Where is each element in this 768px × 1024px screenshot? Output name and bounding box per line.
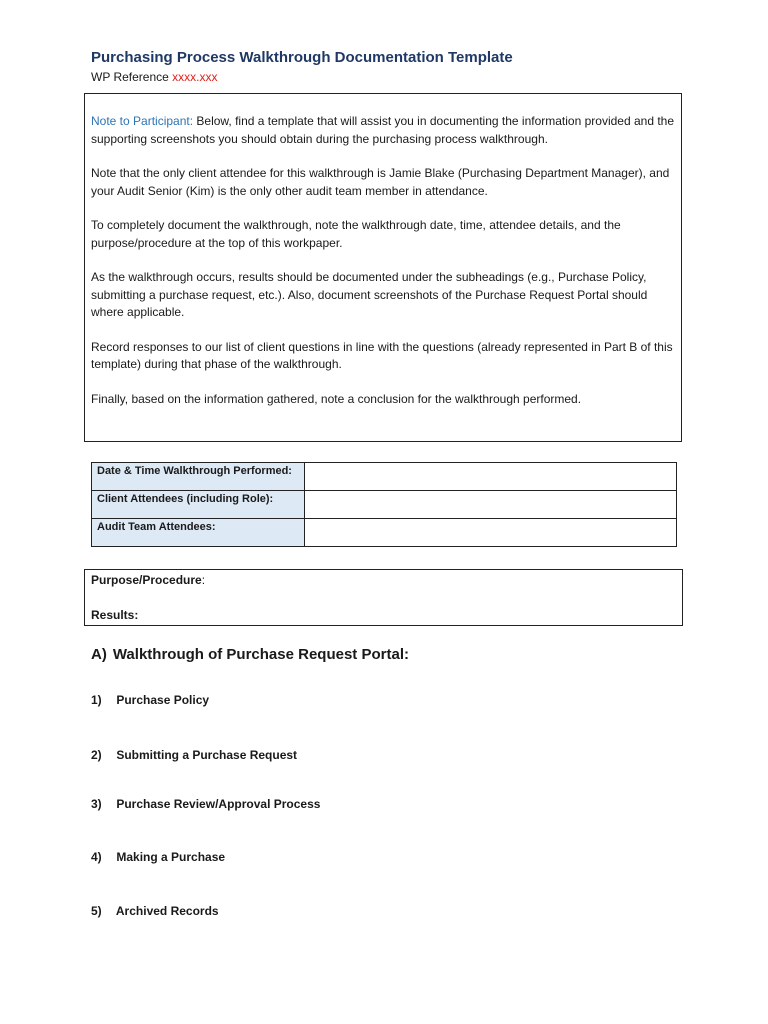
audit-team-attendees-field[interactable] xyxy=(305,519,677,547)
purpose-colon: : xyxy=(201,573,206,587)
list-item-number: 5) xyxy=(91,904,102,918)
list-item-number: 3) xyxy=(91,797,102,811)
note-intro-paragraph xyxy=(91,113,675,148)
wp-reference xyxy=(91,70,218,84)
wp-reference-label: WP Reference xyxy=(91,70,169,84)
list-item-submitting-purchase-request xyxy=(91,748,297,762)
list-item-making-purchase xyxy=(91,850,225,864)
table-row xyxy=(92,463,677,491)
table-row xyxy=(92,491,677,519)
section-a-title: Walkthrough of Purchase Request Portal: xyxy=(112,646,409,663)
section-a-letter: A) xyxy=(91,646,107,663)
client-attendees-label: Client Attendees (including Role): xyxy=(92,491,305,519)
date-time-field[interactable] xyxy=(305,463,677,491)
purpose-results-box[interactable] xyxy=(84,569,683,626)
date-time-label: Date & Time Walkthrough Performed: xyxy=(92,463,305,491)
purpose-label-text: Purpose/Procedure xyxy=(91,573,202,587)
note-paragraph: As the walkthrough occurs, results should be documented under the subheadings (e.g., Purchase Policy, submitting a purchase request, etc.). Also, document screenshots of the Purchase Request Portal should where applicable. xyxy=(91,270,648,319)
note-intro-text: Below, find a template that will assist you in documenting the information provided and the supporting screenshots you should obtain during the purchasing process walkthrough. xyxy=(91,114,675,146)
list-item-number: 4) xyxy=(91,850,102,864)
list-item-label: Purchase Policy xyxy=(116,693,210,707)
section-a-heading xyxy=(91,646,409,663)
list-item-purchase-policy xyxy=(91,693,209,707)
wp-reference-value: xxxx.xxx xyxy=(172,70,218,84)
list-item-number: 2) xyxy=(91,748,102,762)
note-paragraph: To completely document the walkthrough, note the walkthrough date, time, attendee details, and the purpose/procedure at the top of this workpaper. xyxy=(91,218,621,250)
client-attendees-field[interactable] xyxy=(305,491,677,519)
note-paragraph: Record responses to our list of client questions in line with the questions (already represented in Part B of this template) during that phase of the walkthrough. xyxy=(91,339,673,371)
list-item-label: Purchase Review/Approval Process xyxy=(116,797,321,811)
note-paragraph: Finally, based on the information gathered, note a conclusion for the walkthrough performed. xyxy=(91,391,582,406)
list-item-label: Archived Records xyxy=(115,904,219,918)
list-item-archived-records xyxy=(91,904,219,918)
note-to-participant-box xyxy=(84,93,682,442)
audit-team-attendees-label: Audit Team Attendees: xyxy=(92,519,305,547)
list-item-number: 1) xyxy=(91,693,102,707)
list-item-label: Making a Purchase xyxy=(116,850,226,864)
purpose-procedure-label xyxy=(91,572,676,590)
note-paragraph: Note that the only client attendee for this walkthrough is Jamie Blake (Purchasing Department Manager), and your Audit Senior (Kim) is the only other audit team member in attendance. xyxy=(91,166,670,198)
note-lead-label: Note to Participant: xyxy=(91,114,194,128)
list-item-review-approval-process xyxy=(91,797,320,811)
results-label: Results: xyxy=(91,607,139,622)
walkthrough-info-table xyxy=(91,462,677,547)
list-item-label: Submitting a Purchase Request xyxy=(116,748,298,762)
document-title: Purchasing Process Walkthrough Documentation Template xyxy=(91,49,513,66)
table-row xyxy=(92,519,677,547)
